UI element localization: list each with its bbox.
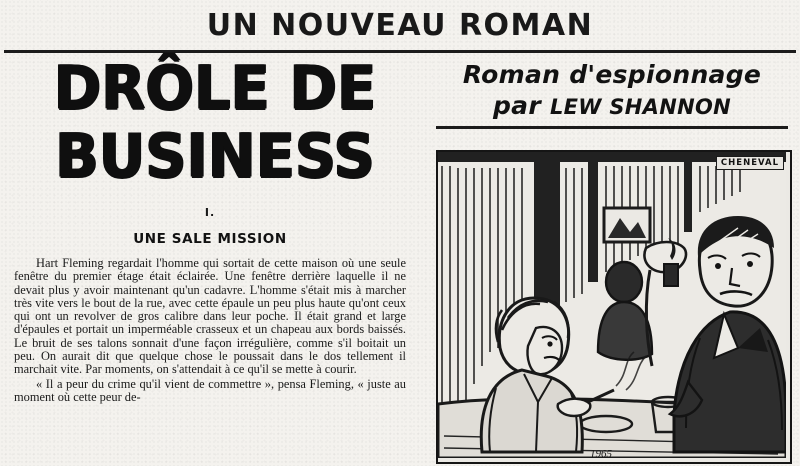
- chapter-title: UNE SALE MISSION: [133, 231, 287, 247]
- story-paragraph: Hart Fleming regardait l'homme qui sortait de cette maison où une seule fenêtre du premier étage était éclairée. Une fenêtre derrière laquelle il ne devait plus y avoir maintenant qu'un cadavre. L'homme s'était mis à marcher très vite vers le bout de la rue, avec cette épaule un peu plus haute qu'ont ceux qui ont un revolver de gros calibre dans leur poche. Il était grand et large d'épaules et portait un imperméable crasseux et un chapeau aux bords baissés. Le bruit de ses talons sonnait d'une façon irrégulière, comme s'il boitait un peu. On aurait dit que quelque chose le poussait dans le dos tellement il marchait vite. Par moments, on s'attendait à ce qu'il se mette à courir.: [14, 256, 406, 377]
- story-title-line-2: BUSINESS: [55, 120, 375, 192]
- illustration-date-mark: 1965: [590, 448, 612, 460]
- story-paragraph: « Il a peur du crime qu'il vient de commettre », pensa Fleming, « juste au moment où cette peur de-: [14, 376, 406, 404]
- page-kicker: UN NOUVEAU ROMAN: [206, 8, 594, 43]
- chapter-number: I.: [204, 206, 216, 219]
- illustration-artwork: [438, 152, 786, 458]
- byline-author: [436, 91, 788, 120]
- byline-author-name: LEW SHANNON: [549, 95, 732, 119]
- illustrator-signature: CHENEVAL: [716, 156, 784, 170]
- byline-by-prefix: par: [492, 91, 550, 120]
- story-body: [14, 257, 406, 404]
- byline-genre: Roman d'espionnage: [462, 60, 762, 89]
- story-title: [8, 52, 422, 192]
- byline-block: [436, 58, 788, 129]
- story-text-column: [14, 206, 406, 404]
- story-title-line-1: DRÔLE DE: [53, 52, 377, 124]
- story-illustration: [436, 150, 792, 464]
